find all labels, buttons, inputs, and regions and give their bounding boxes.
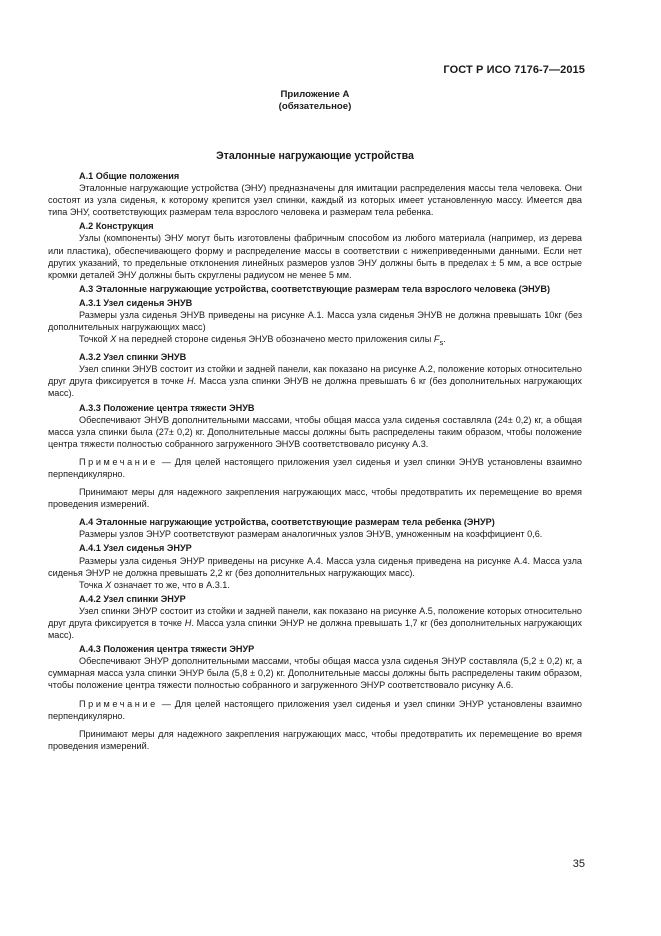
standard-designation: ГОСТ Р ИСО 7176-7—2015 <box>443 64 585 76</box>
page-number: 35 <box>572 858 585 870</box>
annex-title: Приложение А <box>280 89 350 100</box>
note-1-label: Примечание <box>79 456 158 467</box>
section-a2-text: Узлы (компоненты) ЭНУ могут быть изготовлены фабричным способом из любого материала (например, из дерева или пластика), обеспечивающего форму и распределение массы в соответствии с нижеприведенными данными. Если нет других указаний, то предельные отклонения линейных размеров узлов ЭНУ должны быть в пределах ± 5 мм, а все острые кромки деталей ЭНУ должны быть скруглены радиусом не менее 5 мм. <box>48 233 582 280</box>
section-a41-point-text: Точка X означает то же, что в А.3.1. <box>79 579 230 590</box>
section-a42-heading: А.4.2 Узел спинки ЭНУР <box>79 593 186 604</box>
section-a41-text: Размеры узла сиденья ЭНУР приведены на рисунке А.4. Масса узла сиденья приведена на рисунке А.4. Масса узла сиденья ЭНУР не должна превышать 2,2 кг (без дополнительных нагружающих масс). <box>48 555 582 578</box>
note-1: Примечание — Для целей настоящего приложения узел сиденья и узел спинки ЭНУВ установлены взаимно перпендикулярно. <box>48 456 582 479</box>
section-a4-text: Размеры узлов ЭНУР соответствуют размерам аналогичных узлов ЭНУВ, умноженным на коэффициент 0,6. <box>79 529 543 540</box>
section-a41-heading: А.4.1 Узел сиденья ЭНУР <box>79 543 192 554</box>
section-a2-heading: А.2 Конструкция <box>79 221 154 232</box>
section-a31-heading: А.3.1 Узел сиденья ЭНУВ <box>79 297 193 308</box>
section-a4-heading: А.4 Эталонные нагружающие устройства, соответствующие размерам тела ребенка (ЭНУР) <box>79 517 495 528</box>
section-a31-text: Размеры узла сиденья ЭНУВ приведены на рисунке А.1. Масса узла сиденья ЭНУВ не должна превышать 10кг (без дополнительных нагружающих масс) <box>48 310 582 333</box>
section-a43-text: Обеспечивают ЭНУР дополнительными массами, чтобы общая масса узла сиденья ЭНУР составляла (5,2 ± 0,2) кг, а суммарная масса узла спинки ЭНУР была (5,8 ± 0,2) кг. Дополнительные массы должны быть распределены таким образом, чтобы положение центра тяжести полностью собранного и загруженного ЭНУР соответствовало рисунку А.6. <box>48 656 582 691</box>
section-a32-text: Узел спинки ЭНУВ состоит из стойки и задней панели, как показано на рисунке А.2, положение которых относительно друг друга фиксируется в точке H. Масса узла спинки ЭНУВ не должна превышать 6 кг (без дополнительных нагружающих масс). <box>48 364 582 399</box>
annex-heading <box>0 89 630 113</box>
section-a1-heading: А.1 Общие положения <box>79 171 180 181</box>
annex-body <box>48 168 582 752</box>
section-a33-text: Обеспечивают ЭНУВ дополнительными массами, чтобы общая масса узла сиденья составляла (24± 0,2) кг, а общая масса узла спинки была (27± 0,2) кг. Дополнительные массы должны быть распределены таким образом, чтобы положение центра тяжести полностью собранного загруженного ЭНУВ соответствовало рисунку А.3. <box>48 414 582 449</box>
note-2-label: Примечание <box>79 698 158 709</box>
annex-main-title: Эталонные нагружающие устройства <box>216 150 414 162</box>
annex-status: (обязательное) <box>278 101 352 112</box>
note-2: Примечание — Для целей настоящего приложения узел сиденья и узел спинки ЭНУР установлены взаимно перпендикулярно. <box>48 698 582 721</box>
section-a42-text: Узел спинки ЭНУР состоит из стойки и задней панели, как показано на рисунке А.5, положение которых относительно друг друга фиксируется в точке H. Масса узла спинки ЭНУР не должна превышать 1,7 кг (без дополнительных нагружающих масс). <box>48 605 582 641</box>
section-a31-point-text: Точкой X на передней стороне сиденья ЭНУВ обозначено место приложения силы $F_s$. <box>79 334 446 348</box>
section-a43-heading: А.4.3 Положения центра тяжести ЭНУР <box>79 644 255 655</box>
section-a3-heading: А.3 Эталонные нагружающие устройства, соответствующие размерам тела взрослого человека (ЭНУВ) <box>79 283 550 294</box>
section-a32-heading: А.3.2 Узел спинки ЭНУВ <box>79 352 187 363</box>
section-a1-text: Эталонные нагружающие устройства (ЭНУ) предназначены для имитации распределения массы тела человека. Они состоят из узла сиденья, к которому крепится узел спинки, каждый из которых имеет установленную массу. Имеется два типа ЭНУ, соответствующих размерам тела взрослого человека и размерам тела ребенка. <box>48 183 582 218</box>
section-a3-measures: Принимают меры для надежного закрепления нагружающих масс, чтобы предотвратить их перемещение во время проведения измерений. <box>48 487 582 510</box>
section-a4-measures: Принимают меры для надежного закрепления нагружающих масс, чтобы предотвратить их перемещение во время проведения измерений. <box>48 728 582 751</box>
section-a33-heading: А.3.3 Положение центра тяжести ЭНУВ <box>79 402 255 413</box>
